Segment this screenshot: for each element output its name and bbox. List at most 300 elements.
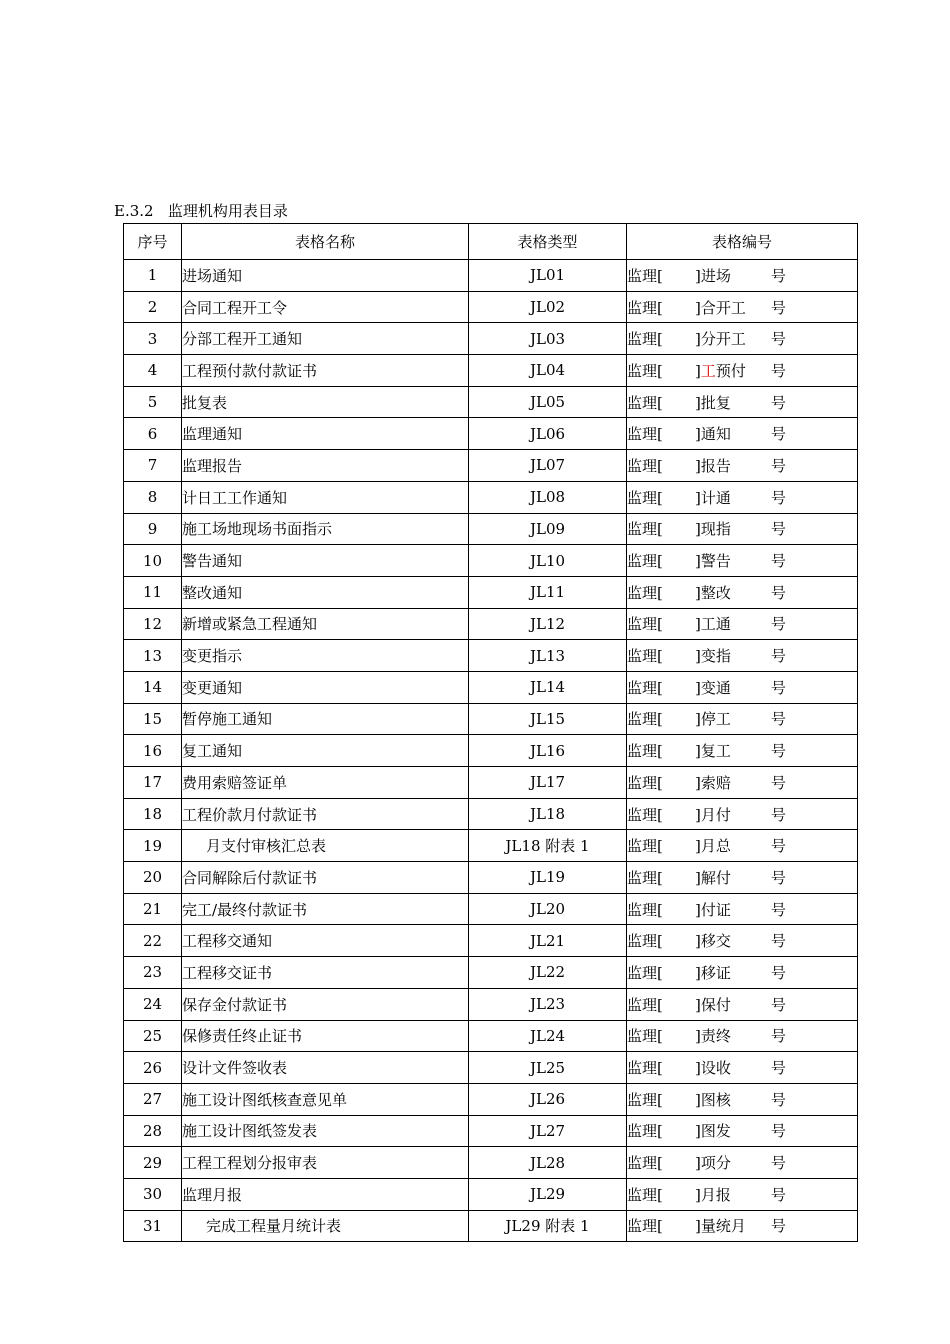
row-form-name: 批复表 <box>182 386 469 418</box>
code-suffix: 号 <box>770 298 786 317</box>
code-abbrev-text: 工通 <box>700 615 731 634</box>
row-form-name: 施工设计图纸核查意见单 <box>182 1083 469 1115</box>
code-abbrev <box>701 1057 771 1078</box>
code-prefix: 监理[ <box>627 963 663 982</box>
code-prefix: 监理[ <box>627 520 663 539</box>
table-row <box>124 355 858 387</box>
code-suffix: 号 <box>770 805 786 824</box>
code-abbrev <box>701 708 771 729</box>
code-abbrev <box>701 772 771 793</box>
code-prefix: 监理[ <box>627 552 663 571</box>
code-abbrev-text: 分开工 <box>700 330 746 349</box>
code-suffix: 号 <box>770 266 786 285</box>
table-header-row <box>124 224 858 260</box>
code-abbrev-text: 批复 <box>700 393 731 412</box>
row-form-type: JL17 <box>469 767 627 799</box>
code-bracket: ] <box>695 805 701 824</box>
code-suffix: 号 <box>770 488 786 507</box>
code-bracket: ] <box>695 330 701 349</box>
code-suffix: 号 <box>770 1154 786 1173</box>
table-row <box>124 260 858 292</box>
code-prefix: 监理[ <box>627 361 663 380</box>
code-abbrev-text: 合开工 <box>700 298 746 317</box>
row-form-name: 复工通知 <box>182 735 469 767</box>
code-suffix: 号 <box>770 995 786 1014</box>
code-bracket: ] <box>695 266 701 285</box>
row-form-name: 保存金付款证书 <box>182 988 469 1020</box>
row-form-code <box>627 260 858 292</box>
code-abbrev-text: 现指 <box>700 520 731 539</box>
row-form-name: 整改通知 <box>182 576 469 608</box>
code-abbrev <box>701 804 771 825</box>
code-abbrev-text: 进场 <box>700 266 731 285</box>
row-form-name: 工程工程划分报审表 <box>182 1147 469 1179</box>
code-suffix: 号 <box>770 742 786 761</box>
code-prefix: 监理[ <box>627 1090 663 1109</box>
table-row <box>124 418 858 450</box>
code-abbrev <box>701 1089 771 1110</box>
row-form-code <box>627 703 858 735</box>
table-row <box>124 767 858 799</box>
code-bracket: ] <box>695 837 701 856</box>
table-caption: E.3.2 监理机构用表目录 <box>114 202 288 220</box>
code-prefix: 监理[ <box>627 868 663 887</box>
row-form-type: JL01 <box>469 260 627 292</box>
code-prefix: 监理[ <box>627 773 663 792</box>
row-form-code <box>627 513 858 545</box>
code-abbrev <box>701 677 771 698</box>
row-form-code <box>627 862 858 894</box>
code-bracket: ] <box>695 963 701 982</box>
code-suffix: 号 <box>770 330 786 349</box>
row-form-name: 合同工程开工令 <box>182 291 469 323</box>
row-form-type: JL04 <box>469 355 627 387</box>
code-abbrev <box>701 1215 771 1236</box>
code-suffix: 号 <box>770 868 786 887</box>
code-abbrev-text: 项分 <box>700 1154 731 1173</box>
row-seq: 17 <box>124 767 182 799</box>
row-form-code <box>627 671 858 703</box>
row-form-name: 工程移交通知 <box>182 925 469 957</box>
row-form-type: JL06 <box>469 418 627 450</box>
row-form-type: JL12 <box>469 608 627 640</box>
code-abbrev <box>701 994 771 1015</box>
code-prefix: 监理[ <box>627 615 663 634</box>
code-bracket: ] <box>695 393 701 412</box>
row-seq: 26 <box>124 1052 182 1084</box>
code-suffix: 号 <box>770 520 786 539</box>
code-suffix: 号 <box>770 773 786 792</box>
table-row <box>124 703 858 735</box>
row-seq: 4 <box>124 355 182 387</box>
row-form-name: 工程移交证书 <box>182 957 469 989</box>
code-suffix: 号 <box>770 678 786 697</box>
code-abbrev <box>701 518 771 539</box>
row-form-name: 施工设计图纸签发表 <box>182 1115 469 1147</box>
code-prefix: 监理[ <box>627 805 663 824</box>
table-row <box>124 1052 858 1084</box>
code-abbrev-marked: 工 <box>700 361 716 380</box>
code-prefix: 监理[ <box>627 900 663 919</box>
code-suffix: 号 <box>770 425 786 444</box>
code-bracket: ] <box>695 647 701 666</box>
row-form-type: JL03 <box>469 323 627 355</box>
row-form-code <box>627 545 858 577</box>
code-prefix: 监理[ <box>627 1059 663 1078</box>
code-prefix: 监理[ <box>627 742 663 761</box>
code-prefix: 监理[ <box>627 488 663 507</box>
code-bracket: ] <box>695 710 701 729</box>
row-seq: 14 <box>124 671 182 703</box>
row-form-name: 监理报告 <box>182 450 469 482</box>
code-abbrev-text: 责终 <box>700 1027 731 1046</box>
row-form-type: JL21 <box>469 925 627 957</box>
table-row <box>124 830 858 862</box>
row-form-type: JL11 <box>469 576 627 608</box>
row-form-type: JL07 <box>469 450 627 482</box>
code-abbrev-text: 复工 <box>700 742 731 761</box>
row-form-type: JL29 附表 1 <box>469 1210 627 1242</box>
row-form-code <box>627 988 858 1020</box>
code-bracket: ] <box>695 361 701 380</box>
row-form-code <box>627 323 858 355</box>
code-prefix: 监理[ <box>627 1027 663 1046</box>
row-form-code <box>627 1115 858 1147</box>
table-row <box>124 291 858 323</box>
row-form-type: JL26 <box>469 1083 627 1115</box>
code-abbrev-text: 月总 <box>700 837 731 856</box>
table-row <box>124 545 858 577</box>
row-seq: 13 <box>124 640 182 672</box>
table-row <box>124 735 858 767</box>
row-form-name: 进场通知 <box>182 260 469 292</box>
code-abbrev-text: 变指 <box>700 647 731 666</box>
row-seq: 2 <box>124 291 182 323</box>
code-abbrev <box>701 930 771 951</box>
code-abbrev <box>701 740 771 761</box>
row-form-name: 计日工工作通知 <box>182 481 469 513</box>
code-prefix: 监理[ <box>627 266 663 285</box>
row-seq: 12 <box>124 608 182 640</box>
code-abbrev-text: 月付 <box>700 805 731 824</box>
code-abbrev-text: 移交 <box>700 932 731 951</box>
row-form-code <box>627 767 858 799</box>
code-suffix: 号 <box>770 647 786 666</box>
row-form-type: JL16 <box>469 735 627 767</box>
row-seq: 1 <box>124 260 182 292</box>
code-bracket: ] <box>695 1027 701 1046</box>
table-row <box>124 893 858 925</box>
row-seq: 8 <box>124 481 182 513</box>
code-bracket: ] <box>695 1217 701 1236</box>
code-abbrev <box>701 899 771 920</box>
code-prefix: 监理[ <box>627 393 663 412</box>
code-abbrev <box>701 392 771 413</box>
table-row <box>124 323 858 355</box>
code-abbrev <box>701 265 771 286</box>
code-bracket: ] <box>695 1185 701 1204</box>
code-abbrev <box>701 1120 771 1141</box>
row-seq: 16 <box>124 735 182 767</box>
table-row <box>124 481 858 513</box>
row-seq: 31 <box>124 1210 182 1242</box>
code-suffix: 号 <box>770 361 786 380</box>
row-form-name: 分部工程开工通知 <box>182 323 469 355</box>
row-form-type: JL13 <box>469 640 627 672</box>
row-form-name: 警告通知 <box>182 545 469 577</box>
row-form-type: JL18 附表 1 <box>469 830 627 862</box>
code-bracket: ] <box>695 932 701 951</box>
code-prefix: 监理[ <box>627 1154 663 1173</box>
code-abbrev-text: 图发 <box>700 1122 731 1141</box>
row-form-code <box>627 1178 858 1210</box>
row-form-name: 监理通知 <box>182 418 469 450</box>
row-form-code <box>627 1147 858 1179</box>
code-abbrev <box>701 487 771 508</box>
code-bracket: ] <box>695 995 701 1014</box>
code-abbrev-text: 报告 <box>700 456 731 475</box>
code-suffix: 号 <box>770 1185 786 1204</box>
code-abbrev-text: 停工 <box>700 710 731 729</box>
row-form-code <box>627 355 858 387</box>
header-seq: 序号 <box>124 224 182 260</box>
code-abbrev-text: 索赔 <box>700 773 731 792</box>
row-form-type: JL23 <box>469 988 627 1020</box>
table-row <box>124 862 858 894</box>
row-form-type: JL20 <box>469 893 627 925</box>
code-suffix: 号 <box>770 1122 786 1141</box>
table-row <box>124 640 858 672</box>
code-prefix: 监理[ <box>627 1122 663 1141</box>
row-form-type: JL28 <box>469 1147 627 1179</box>
row-seq: 15 <box>124 703 182 735</box>
table-row <box>124 957 858 989</box>
code-abbrev <box>701 645 771 666</box>
code-abbrev <box>701 962 771 983</box>
code-bracket: ] <box>695 1122 701 1141</box>
table-row <box>124 513 858 545</box>
table-row <box>124 1178 858 1210</box>
row-form-name: 工程预付款付款证书 <box>182 355 469 387</box>
table-row <box>124 671 858 703</box>
code-prefix: 监理[ <box>627 425 663 444</box>
row-form-name: 工程价款月付款证书 <box>182 798 469 830</box>
row-form-type: JL24 <box>469 1020 627 1052</box>
code-suffix: 号 <box>770 552 786 571</box>
code-abbrev-text: 图核 <box>700 1090 731 1109</box>
code-bracket: ] <box>695 742 701 761</box>
code-suffix: 号 <box>770 1090 786 1109</box>
row-form-code <box>627 1020 858 1052</box>
code-abbrev <box>701 455 771 476</box>
code-bracket: ] <box>695 456 701 475</box>
row-form-code <box>627 418 858 450</box>
code-bracket: ] <box>695 1059 701 1078</box>
table-row <box>124 1210 858 1242</box>
row-form-name: 保修责任终止证书 <box>182 1020 469 1052</box>
row-seq: 22 <box>124 925 182 957</box>
code-suffix: 号 <box>770 900 786 919</box>
code-prefix: 监理[ <box>627 995 663 1014</box>
row-form-name: 变更指示 <box>182 640 469 672</box>
table-row <box>124 925 858 957</box>
code-abbrev <box>701 613 771 634</box>
row-seq: 29 <box>124 1147 182 1179</box>
code-suffix: 号 <box>770 837 786 856</box>
code-bracket: ] <box>695 425 701 444</box>
code-abbrev-text: 警告 <box>700 552 731 571</box>
code-prefix: 监理[ <box>627 330 663 349</box>
row-form-name: 合同解除后付款证书 <box>182 862 469 894</box>
code-abbrev <box>701 423 771 444</box>
row-form-type: JL29 <box>469 1178 627 1210</box>
code-bracket: ] <box>695 615 701 634</box>
row-form-type: JL09 <box>469 513 627 545</box>
code-prefix: 监理[ <box>627 583 663 602</box>
row-form-code <box>627 640 858 672</box>
row-seq: 19 <box>124 830 182 862</box>
row-form-name: 完成工程量月统计表 <box>182 1210 469 1242</box>
row-seq: 24 <box>124 988 182 1020</box>
code-suffix: 号 <box>770 932 786 951</box>
row-form-type: JL25 <box>469 1052 627 1084</box>
code-prefix: 监理[ <box>627 647 663 666</box>
row-form-name: 监理月报 <box>182 1178 469 1210</box>
code-abbrev <box>701 1025 771 1046</box>
code-prefix: 监理[ <box>627 837 663 856</box>
code-abbrev-text: 设收 <box>700 1059 731 1078</box>
code-prefix: 监理[ <box>627 932 663 951</box>
code-abbrev <box>701 835 771 856</box>
code-prefix: 监理[ <box>627 456 663 475</box>
row-seq: 21 <box>124 893 182 925</box>
code-suffix: 号 <box>770 393 786 412</box>
code-suffix: 号 <box>770 615 786 634</box>
code-abbrev-text: 通知 <box>700 425 731 444</box>
code-bracket: ] <box>695 552 701 571</box>
row-form-code <box>627 608 858 640</box>
row-form-type: JL19 <box>469 862 627 894</box>
row-form-name: 设计文件签收表 <box>182 1052 469 1084</box>
code-bracket: ] <box>695 298 701 317</box>
table-row <box>124 1083 858 1115</box>
row-form-type: JL22 <box>469 957 627 989</box>
code-abbrev-text: 量统月 <box>700 1217 746 1236</box>
code-suffix: 号 <box>770 1059 786 1078</box>
row-form-code <box>627 291 858 323</box>
row-seq: 6 <box>124 418 182 450</box>
row-form-code <box>627 386 858 418</box>
code-abbrev <box>701 1184 771 1205</box>
header-code: 表格编号 <box>627 224 858 260</box>
row-form-code <box>627 925 858 957</box>
table-row <box>124 608 858 640</box>
row-form-code <box>627 893 858 925</box>
code-abbrev <box>701 582 771 603</box>
code-bracket: ] <box>695 678 701 697</box>
code-prefix: 监理[ <box>627 298 663 317</box>
row-seq: 23 <box>124 957 182 989</box>
row-seq: 11 <box>124 576 182 608</box>
code-suffix: 号 <box>770 963 786 982</box>
code-bracket: ] <box>695 1154 701 1173</box>
code-abbrev-text: 月报 <box>700 1185 731 1204</box>
table-row <box>124 1020 858 1052</box>
row-seq: 18 <box>124 798 182 830</box>
code-prefix: 监理[ <box>627 678 663 697</box>
code-bracket: ] <box>695 900 701 919</box>
code-abbrev-text: 预付 <box>715 361 746 380</box>
row-seq: 28 <box>124 1115 182 1147</box>
row-form-code <box>627 1210 858 1242</box>
form-catalog-table <box>123 223 858 1242</box>
code-abbrev-text: 付证 <box>700 900 731 919</box>
code-abbrev-text: 移证 <box>700 963 731 982</box>
row-form-code <box>627 450 858 482</box>
row-form-code <box>627 735 858 767</box>
row-form-name: 变更通知 <box>182 671 469 703</box>
code-suffix: 号 <box>770 1217 786 1236</box>
row-form-code <box>627 1083 858 1115</box>
row-form-type: JL15 <box>469 703 627 735</box>
code-abbrev <box>701 297 771 318</box>
row-form-name: 新增或紧急工程通知 <box>182 608 469 640</box>
row-form-code <box>627 1052 858 1084</box>
row-form-code <box>627 576 858 608</box>
row-form-name: 月支付审核汇总表 <box>182 830 469 862</box>
code-suffix: 号 <box>770 1027 786 1046</box>
row-seq: 27 <box>124 1083 182 1115</box>
row-form-type: JL14 <box>469 671 627 703</box>
code-abbrev-text: 计通 <box>700 488 731 507</box>
row-form-type: JL27 <box>469 1115 627 1147</box>
table-row <box>124 1115 858 1147</box>
row-form-type: JL10 <box>469 545 627 577</box>
code-abbrev <box>701 867 771 888</box>
row-seq: 3 <box>124 323 182 355</box>
header-type: 表格类型 <box>469 224 627 260</box>
row-form-type: JL05 <box>469 386 627 418</box>
table-row <box>124 450 858 482</box>
table-row <box>124 798 858 830</box>
row-seq: 10 <box>124 545 182 577</box>
code-prefix: 监理[ <box>627 1185 663 1204</box>
code-abbrev-text: 变通 <box>700 678 731 697</box>
code-prefix: 监理[ <box>627 710 663 729</box>
row-form-code <box>627 798 858 830</box>
code-prefix: 监理[ <box>627 1217 663 1236</box>
row-seq: 7 <box>124 450 182 482</box>
code-bracket: ] <box>695 1090 701 1109</box>
row-seq: 9 <box>124 513 182 545</box>
header-name: 表格名称 <box>182 224 469 260</box>
row-seq: 20 <box>124 862 182 894</box>
table-row <box>124 988 858 1020</box>
table-row <box>124 576 858 608</box>
row-form-name: 暂停施工通知 <box>182 703 469 735</box>
row-form-type: JL02 <box>469 291 627 323</box>
row-form-name: 费用索赔签证单 <box>182 767 469 799</box>
code-abbrev-text: 整改 <box>700 583 731 602</box>
code-bracket: ] <box>695 868 701 887</box>
row-form-code <box>627 957 858 989</box>
row-form-type: JL18 <box>469 798 627 830</box>
row-seq: 25 <box>124 1020 182 1052</box>
row-seq: 5 <box>124 386 182 418</box>
table-row <box>124 1147 858 1179</box>
code-abbrev <box>701 1152 771 1173</box>
code-abbrev <box>701 328 771 349</box>
